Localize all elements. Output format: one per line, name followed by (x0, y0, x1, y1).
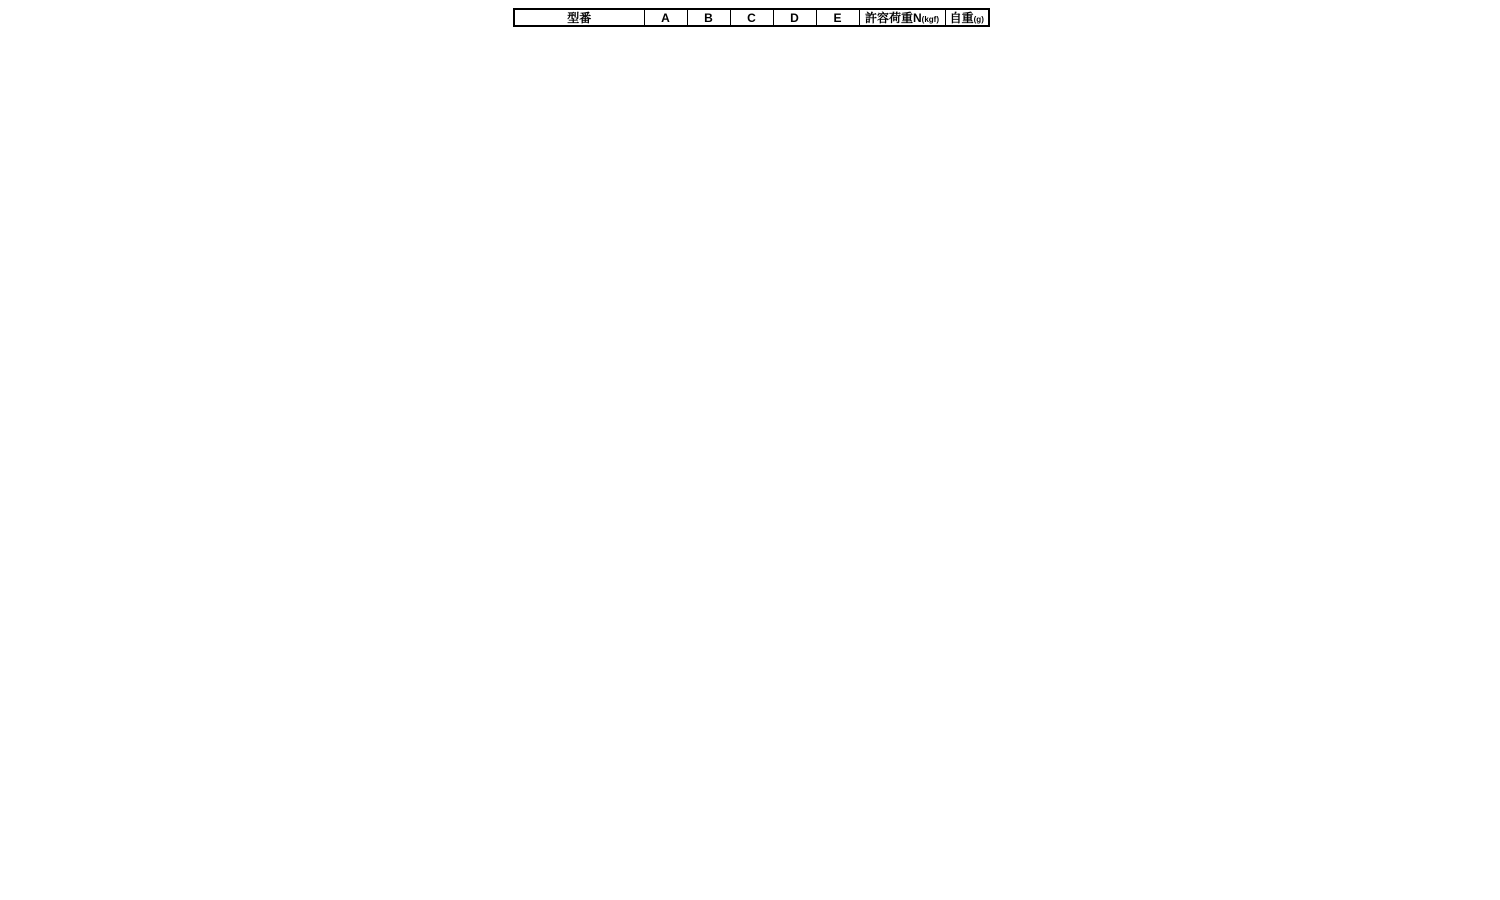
column-header-label: 自重 (949, 10, 974, 25)
column-header-model (514, 9, 644, 26)
column-header-label: E (833, 10, 842, 25)
column-header-e (816, 9, 859, 26)
column-header-label: B (704, 10, 713, 25)
column-header-label: A (661, 10, 670, 25)
column-header-label: C (747, 10, 756, 25)
column-header-unit: (g) (973, 14, 984, 24)
column-header-unit: (kgf) (921, 14, 939, 24)
header-row (514, 9, 989, 26)
product-spec-table (513, 8, 990, 27)
column-header-a (644, 9, 687, 26)
column-header-label: 許容荷重N (865, 10, 922, 25)
column-header-load (859, 9, 945, 26)
column-header-c (730, 9, 773, 26)
column-header-label: D (790, 10, 799, 25)
column-header-label: 型番 (567, 10, 592, 25)
column-header-weight (945, 9, 989, 26)
column-header-b (687, 9, 730, 26)
column-header-d (773, 9, 816, 26)
